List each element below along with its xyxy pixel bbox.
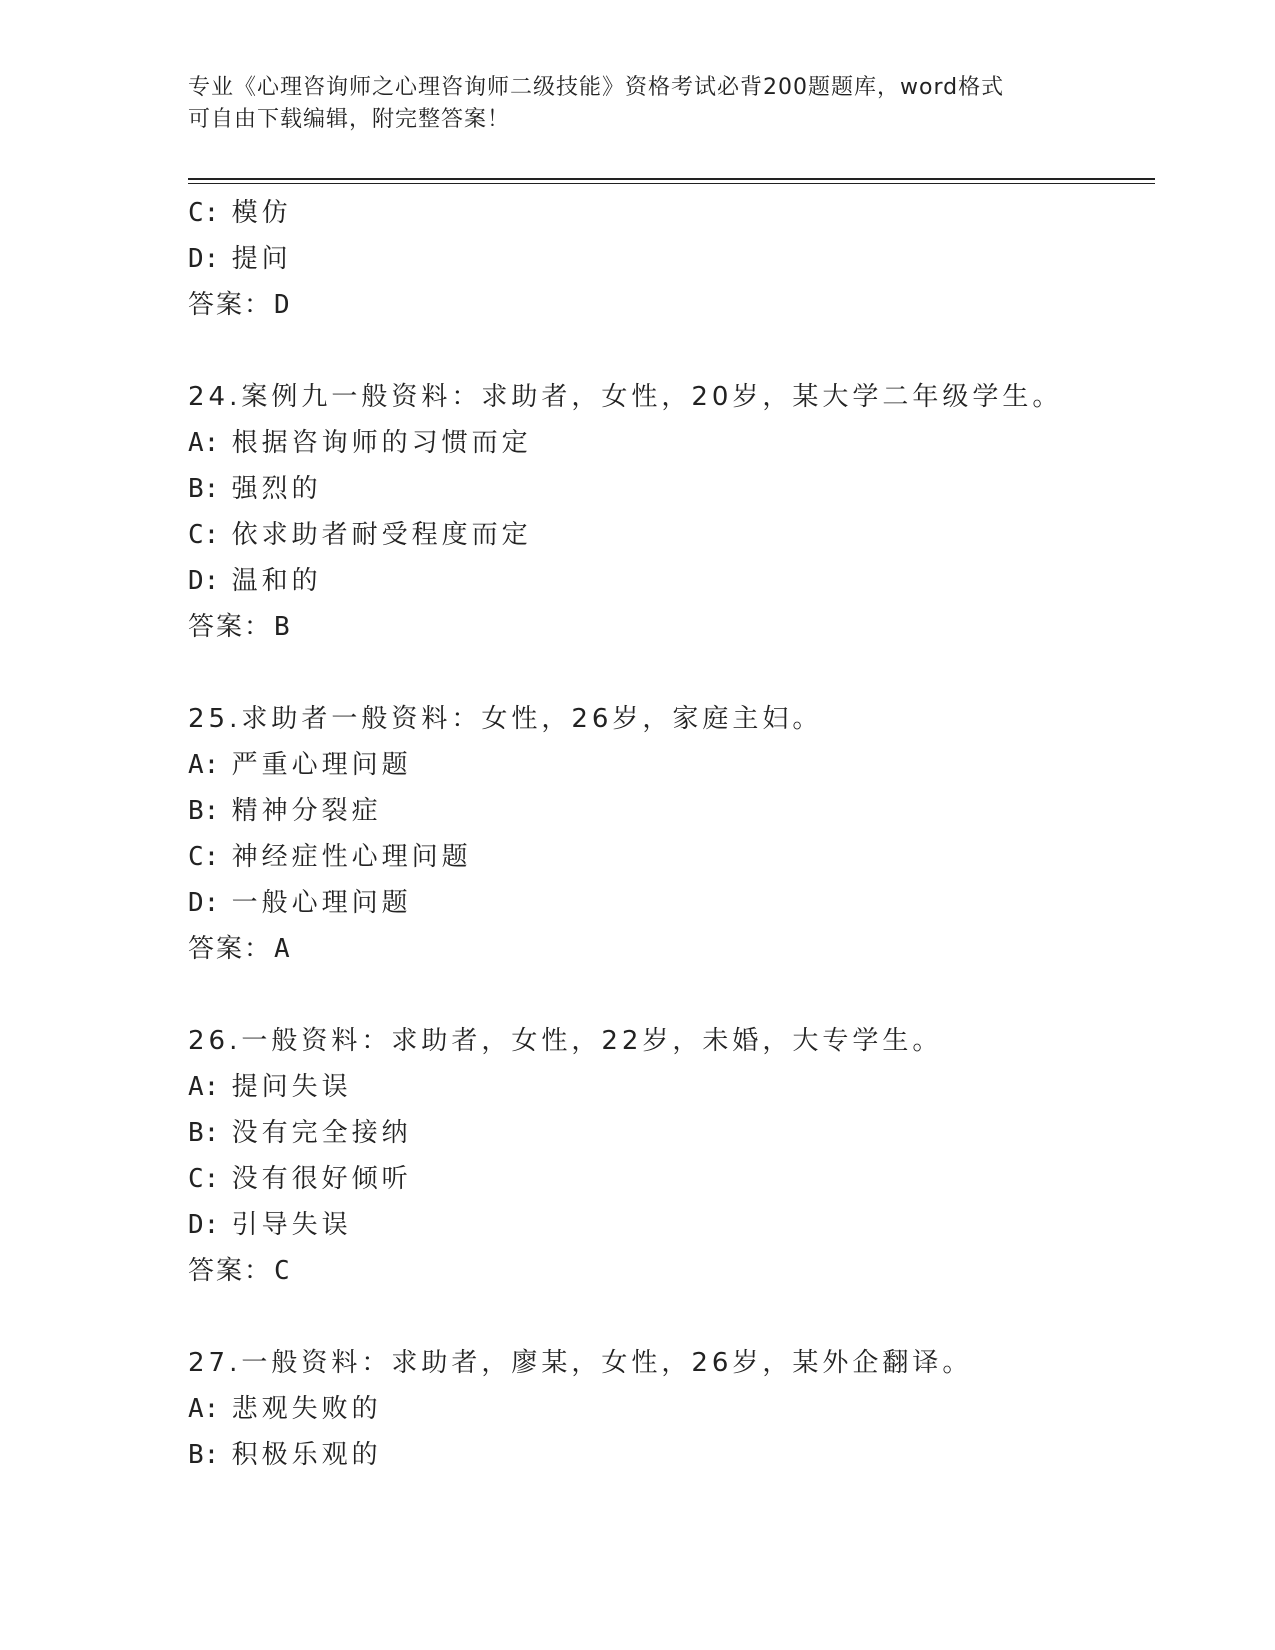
option-text: 模仿	[231, 198, 292, 228]
document-header	[188, 72, 1088, 136]
option-text: 根据咨询师的习惯而定	[231, 428, 532, 458]
header-divider-thick	[188, 178, 1155, 180]
answer-value: D	[274, 290, 292, 320]
option-text: 神经症性心理问题	[231, 842, 472, 872]
option-letter: A:	[188, 428, 220, 458]
option-text: 严重心理问题	[231, 750, 412, 780]
option-line	[188, 1064, 1148, 1110]
option-line	[188, 1110, 1148, 1156]
option-text: 引导失误	[231, 1210, 352, 1240]
option-line	[188, 420, 1148, 466]
option-text: 积极乐观的	[231, 1440, 382, 1470]
answer-line	[188, 1248, 1148, 1294]
option-letter: A:	[188, 750, 220, 780]
option-line	[188, 190, 1148, 236]
option-line	[188, 742, 1148, 788]
option-letter: D:	[188, 888, 220, 918]
option-letter: C:	[188, 520, 220, 550]
option-text: 提问失误	[231, 1072, 352, 1102]
question-stem: 26.一般资料：求助者，女性，22岁，未婚，大专学生。	[188, 1026, 943, 1056]
option-text: 一般心理问题	[231, 888, 412, 918]
option-letter: B:	[188, 1440, 220, 1470]
option-letter: A:	[188, 1394, 220, 1424]
option-letter: C:	[188, 842, 220, 872]
option-line	[188, 1156, 1148, 1202]
option-letter: D:	[188, 566, 220, 596]
question-stem: 27.一般资料：求助者，廖某，女性，26岁，某外企翻译。	[188, 1348, 973, 1378]
option-text: 精神分裂症	[231, 796, 382, 826]
option-line	[188, 1432, 1148, 1478]
option-text: 悲观失败的	[231, 1394, 382, 1424]
option-letter: A:	[188, 1072, 220, 1102]
option-letter: B:	[188, 796, 220, 826]
answer-label: 答案：	[188, 612, 273, 642]
option-line	[188, 236, 1148, 282]
answer-value: C	[274, 1256, 292, 1286]
answer-line	[188, 926, 1148, 972]
option-text: 提问	[231, 244, 292, 274]
option-line	[188, 466, 1148, 512]
option-letter: B:	[188, 474, 220, 504]
question-list	[188, 190, 1148, 1478]
answer-value: A	[274, 934, 292, 964]
option-text: 温和的	[231, 566, 322, 596]
question-stem: 24.案例九一般资料：求助者，女性，20岁，某大学二年级学生。	[188, 382, 1063, 412]
answer-value: B	[274, 612, 292, 642]
option-text: 强烈的	[231, 474, 322, 504]
option-letter: C:	[188, 1164, 220, 1194]
header-line-2: 可自由下载编辑，附完整答案！	[188, 107, 511, 132]
header-line-1: 专业《心理咨询师之心理咨询师二级技能》资格考试必背200题题库，word格式	[188, 75, 1005, 100]
option-line	[188, 1386, 1148, 1432]
option-text: 没有很好倾听	[231, 1164, 412, 1194]
option-line	[188, 834, 1148, 880]
option-line	[188, 788, 1148, 834]
answer-label: 答案：	[188, 1256, 273, 1286]
answer-label: 答案：	[188, 934, 273, 964]
option-text: 没有完全接纳	[231, 1118, 412, 1148]
answer-label: 答案：	[188, 290, 273, 320]
option-line	[188, 1202, 1148, 1248]
option-text: 依求助者耐受程度而定	[231, 520, 532, 550]
answer-line	[188, 282, 1148, 328]
option-letter: B:	[188, 1118, 220, 1148]
option-line	[188, 880, 1148, 926]
option-letter: C:	[188, 198, 220, 228]
question-stem: 25.求助者一般资料：女性，26岁，家庭主妇。	[188, 704, 823, 734]
option-line	[188, 558, 1148, 604]
answer-line	[188, 604, 1148, 650]
header-divider-thin	[188, 183, 1155, 184]
option-letter: D:	[188, 1210, 220, 1240]
option-letter: D:	[188, 244, 220, 274]
option-line	[188, 512, 1148, 558]
